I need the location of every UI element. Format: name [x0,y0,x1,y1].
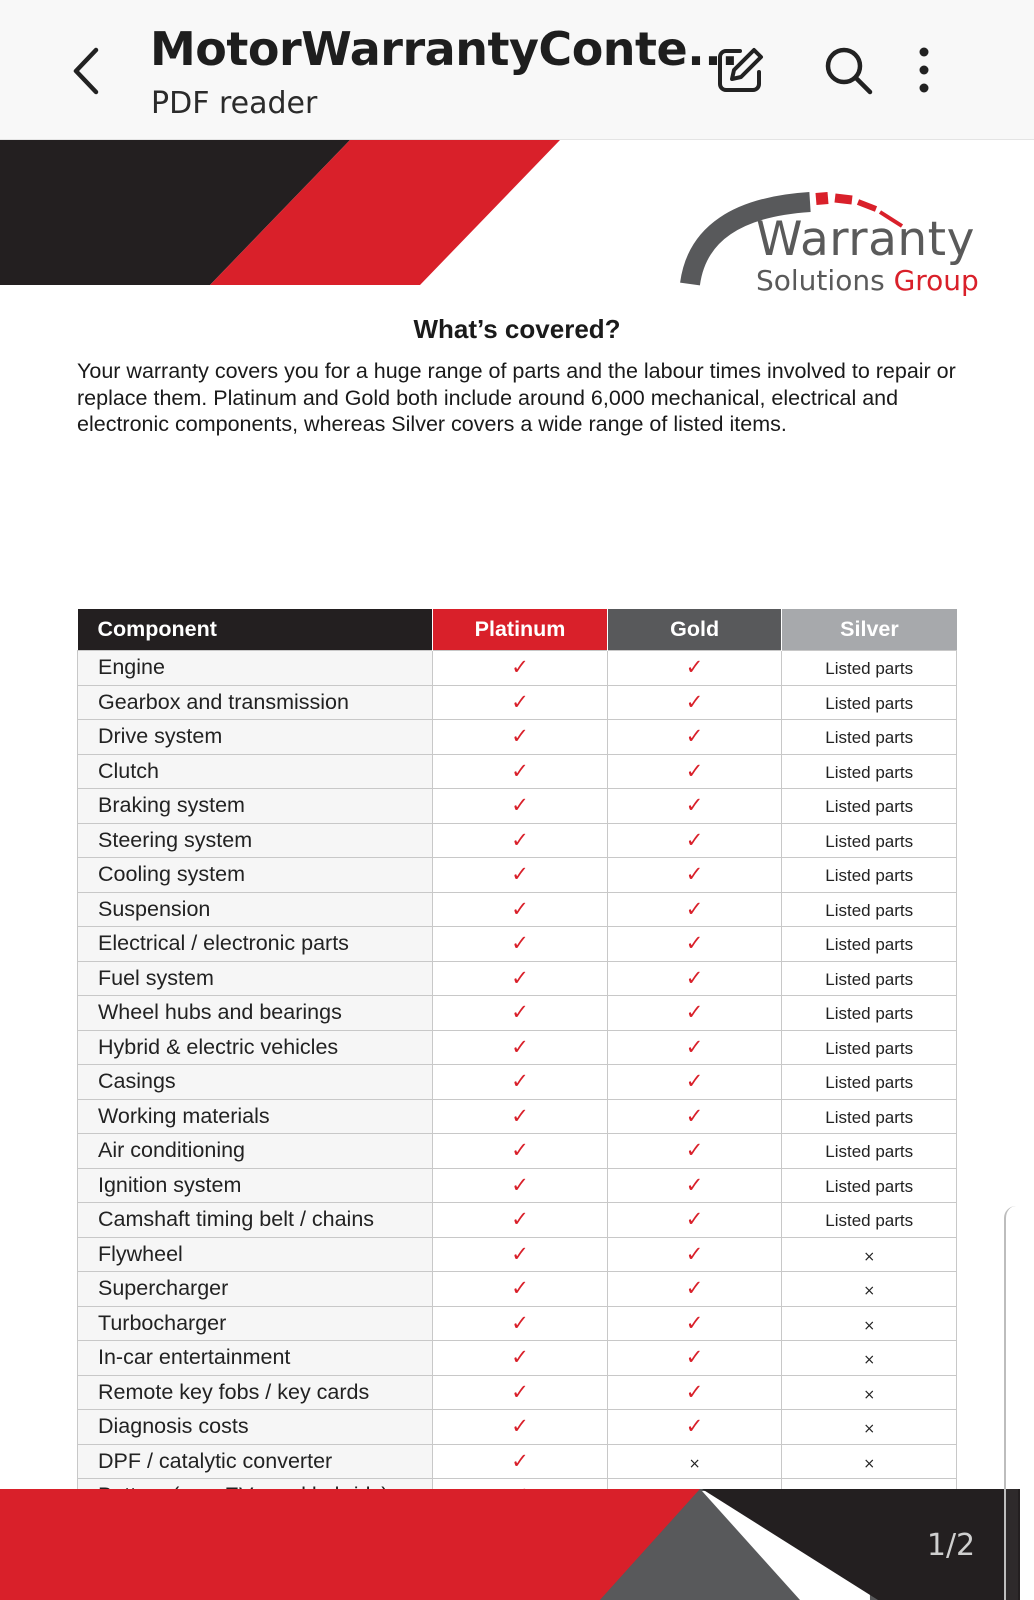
tick-mark: ✓ [511,1414,529,1439]
section-heading: What’s covered? [413,314,621,344]
component-cell: Electrical / electronic parts [78,927,433,962]
component-cell: Ignition system [78,1168,433,1203]
component-cell: Working materials [78,1099,433,1134]
gold-cell [607,892,782,927]
table-row [78,823,957,858]
footer-banner [0,1489,1020,1600]
tick-mark: ✓ [685,1207,704,1232]
platinum-cell [433,1168,608,1203]
table-row [78,1134,957,1169]
table-row [78,927,957,962]
listed-parts-label: Listed parts [825,969,914,989]
listed-parts-label: Listed parts [825,693,914,713]
table-row [78,1272,957,1307]
listed-parts-label: Listed parts [825,866,914,886]
component-cell: Gearbox and transmission [78,685,433,720]
component-cell: Diagnosis costs [78,1410,433,1445]
cross-mark: × [863,1352,876,1369]
platinum-cell [433,789,608,824]
tick-mark: ✓ [511,1069,529,1094]
silver-cell [782,1134,957,1169]
table-row [78,1099,957,1134]
cross-mark: × [863,1317,876,1334]
tick-mark: ✓ [685,724,704,749]
logo-sub-accent: Group [893,264,979,297]
component-cell: Remote key fobs / key cards [78,1375,433,1410]
platinum-cell [433,1099,608,1134]
component-cell: DPF / catalytic converter [78,1444,433,1479]
table-row [78,1030,957,1065]
platinum-cell [433,1375,608,1410]
gold-cell [607,754,782,789]
gold-cell [607,720,782,755]
table-row [78,892,957,927]
silver-cell [782,1237,957,1272]
header-platinum: Platinum [433,609,608,651]
platinum-cell [433,1444,608,1479]
platinum-cell [433,1237,608,1272]
tick-mark: ✓ [685,1034,704,1059]
platinum-cell [433,1203,608,1238]
platinum-cell [433,892,608,927]
tick-mark: ✓ [685,1241,704,1266]
tick-mark: ✓ [685,1069,704,1094]
component-cell: Fuel system [78,961,433,996]
listed-parts-label: Listed parts [825,728,914,748]
gold-cell [607,1444,782,1479]
gold-cell [607,789,782,824]
tick-mark: ✓ [511,1310,529,1335]
table-row [78,685,957,720]
search-button[interactable] [820,42,876,98]
component-cell: Air conditioning [78,1134,433,1169]
component-cell: Casings [78,1065,433,1100]
logo-word: Warranty [756,212,975,267]
cross-mark: × [863,1455,876,1472]
listed-parts-label: Listed parts [825,1004,914,1024]
table-row [78,720,957,755]
platinum-cell [433,1272,608,1307]
component-cell: Clutch [78,754,433,789]
tick-mark: ✓ [685,689,704,714]
intro-paragraph: Your warranty covers you for a huge range of parts and the labour times involved to repair or replace them. Platinum and Gold both include around 6,000 mechanical, electrical and electronic components, whereas Silver covers a wide range of listed items. [77,359,956,436]
platinum-cell [433,1134,608,1169]
cross-mark: × [863,1283,876,1300]
gold-cell [607,685,782,720]
cross-mark: × [863,1248,876,1265]
fast-scroll-handle[interactable] [1004,1206,1018,1600]
gold-cell [607,1375,782,1410]
table-row [78,1306,957,1341]
listed-parts-label: Listed parts [825,831,914,851]
gold-cell [607,1306,782,1341]
listed-parts-label: Listed parts [825,935,914,955]
logo-sub-main: Solutions [756,264,894,297]
tick-mark: ✓ [685,1172,704,1197]
coverage-table [77,609,957,1583]
silver-cell [782,789,957,824]
silver-cell [782,651,957,686]
app-subtitle: PDF reader [151,86,318,121]
silver-cell [782,754,957,789]
gold-cell [607,1168,782,1203]
listed-parts-label: Listed parts [825,1107,914,1127]
gold-cell [607,1030,782,1065]
component-cell: Braking system [78,789,433,824]
silver-cell [782,1272,957,1307]
tick-mark: ✓ [685,862,704,887]
gold-cell [607,996,782,1031]
component-cell: Drive system [78,720,433,755]
tick-mark: ✓ [511,1138,529,1163]
tick-mark: ✓ [685,931,704,956]
edit-button[interactable] [712,42,768,98]
gold-cell [607,1237,782,1272]
search-icon [820,42,876,98]
platinum-cell [433,720,608,755]
table-row [78,754,957,789]
tick-mark: ✓ [511,931,529,956]
tick-mark: ✓ [511,689,529,714]
tick-mark: ✓ [511,655,529,680]
tick-mark: ✓ [511,965,529,990]
component-cell: Turbocharger [78,1306,433,1341]
silver-cell [782,823,957,858]
listed-parts-label: Listed parts [825,659,914,679]
header-silver: Silver [782,609,957,651]
tick-mark: ✓ [511,724,529,749]
gold-cell [607,1099,782,1134]
gold-cell [607,823,782,858]
gold-cell [607,1203,782,1238]
tick-mark: ✓ [511,896,529,921]
component-cell: Camshaft timing belt / chains [78,1203,433,1238]
silver-cell [782,892,957,927]
gold-cell [607,1341,782,1376]
silver-cell [782,1410,957,1445]
tick-mark: ✓ [685,655,704,680]
listed-parts-label: Listed parts [825,797,914,817]
page-indicator: 1/2 [926,1528,976,1563]
table-row [78,1203,957,1238]
component-cell: Hybrid & electric vehicles [78,1030,433,1065]
component-cell: Flywheel [78,1237,433,1272]
document-title: MotorWarrantyConte... [150,22,739,76]
listed-parts-label: Listed parts [825,1142,914,1162]
tick-mark: ✓ [685,793,704,818]
tick-mark: ✓ [511,1448,529,1473]
listed-parts-label: Listed parts [825,1038,914,1058]
component-cell: Supercharger [78,1272,433,1307]
component-cell: Suspension [78,892,433,927]
silver-cell [782,1375,957,1410]
header-component: Component [78,609,433,651]
component-cell: Wheel hubs and bearings [78,996,433,1031]
platinum-cell [433,1306,608,1341]
listed-parts-label: Listed parts [825,900,914,920]
gold-cell [607,927,782,962]
platinum-cell [433,1030,608,1065]
table-row [78,1341,957,1376]
table-row [78,1237,957,1272]
platinum-cell [433,1410,608,1445]
more-options-button[interactable] [916,42,966,98]
back-button[interactable] [60,36,120,106]
silver-cell [782,1444,957,1479]
component-cell: Engine [78,651,433,686]
gold-cell [607,961,782,996]
platinum-cell [433,1341,608,1376]
tick-mark: ✓ [685,896,704,921]
tick-mark: ✓ [511,1276,529,1301]
tick-mark: ✓ [685,1276,704,1301]
tick-mark: ✓ [511,1172,529,1197]
tick-mark: ✓ [685,1379,704,1404]
platinum-cell [433,651,608,686]
table-row [78,1375,957,1410]
tick-mark: ✓ [511,1241,529,1266]
listed-parts-label: Listed parts [825,1073,914,1093]
tick-mark: ✓ [511,862,529,887]
gold-cell [607,651,782,686]
cross-mark: × [863,1386,876,1403]
table-row [78,996,957,1031]
tick-mark: ✓ [685,827,704,852]
tick-mark: ✓ [685,1103,704,1128]
gold-cell [607,858,782,893]
table-row [78,651,957,686]
silver-cell [782,961,957,996]
cross-mark: × [863,1421,876,1438]
silver-cell [782,1168,957,1203]
silver-cell [782,858,957,893]
listed-parts-label: Listed parts [825,1211,914,1231]
silver-cell [782,1203,957,1238]
cross-mark: × [688,1455,701,1472]
table-row [78,789,957,824]
listed-parts-label: Listed parts [825,1176,914,1196]
silver-cell [782,720,957,755]
tick-mark: ✓ [685,1345,704,1370]
tick-mark: ✓ [685,1000,704,1025]
platinum-cell [433,858,608,893]
tick-mark: ✓ [685,1414,704,1439]
header-banner [0,140,560,285]
silver-cell [782,1065,957,1100]
table-row [78,1410,957,1445]
platinum-cell [433,823,608,858]
table-row [78,1168,957,1203]
app-bar [0,0,1034,140]
silver-cell [782,1030,957,1065]
more-vert-icon [916,42,966,98]
platinum-cell [433,996,608,1031]
silver-cell [782,1341,957,1376]
platinum-cell [433,685,608,720]
gold-cell [607,1410,782,1445]
silver-cell [782,1099,957,1134]
gold-cell [607,1134,782,1169]
platinum-cell [433,1065,608,1100]
pdf-page[interactable] [0,140,1020,1600]
tick-mark: ✓ [511,1207,529,1232]
header-gold: Gold [607,609,782,651]
edit-icon [712,42,768,98]
tick-mark: ✓ [511,758,529,783]
gold-cell [607,1065,782,1100]
logo-subtitle [756,264,979,297]
tick-mark: ✓ [685,965,704,990]
tick-mark: ✓ [685,758,704,783]
table-row [78,1065,957,1100]
gold-cell [607,1272,782,1307]
silver-cell [782,927,957,962]
tick-mark: ✓ [511,1000,529,1025]
tick-mark: ✓ [685,1138,704,1163]
table-row [78,858,957,893]
chevron-left-icon [60,36,120,106]
platinum-cell [433,961,608,996]
component-cell: In-car entertainment [78,1341,433,1376]
silver-cell [782,685,957,720]
tick-mark: ✓ [511,1034,529,1059]
platinum-cell [433,754,608,789]
listed-parts-label: Listed parts [825,762,914,782]
table-row [78,961,957,996]
tick-mark: ✓ [511,827,529,852]
tick-mark: ✓ [511,1379,529,1404]
component-cell: Steering system [78,823,433,858]
silver-cell [782,1306,957,1341]
tick-mark: ✓ [685,1310,704,1335]
table-row [78,1444,957,1479]
tick-mark: ✓ [511,793,529,818]
component-cell: Cooling system [78,858,433,893]
tick-mark: ✓ [511,1103,529,1128]
tick-mark: ✓ [511,1345,529,1370]
platinum-cell [433,927,608,962]
table-header-row [78,609,957,651]
silver-cell [782,996,957,1031]
